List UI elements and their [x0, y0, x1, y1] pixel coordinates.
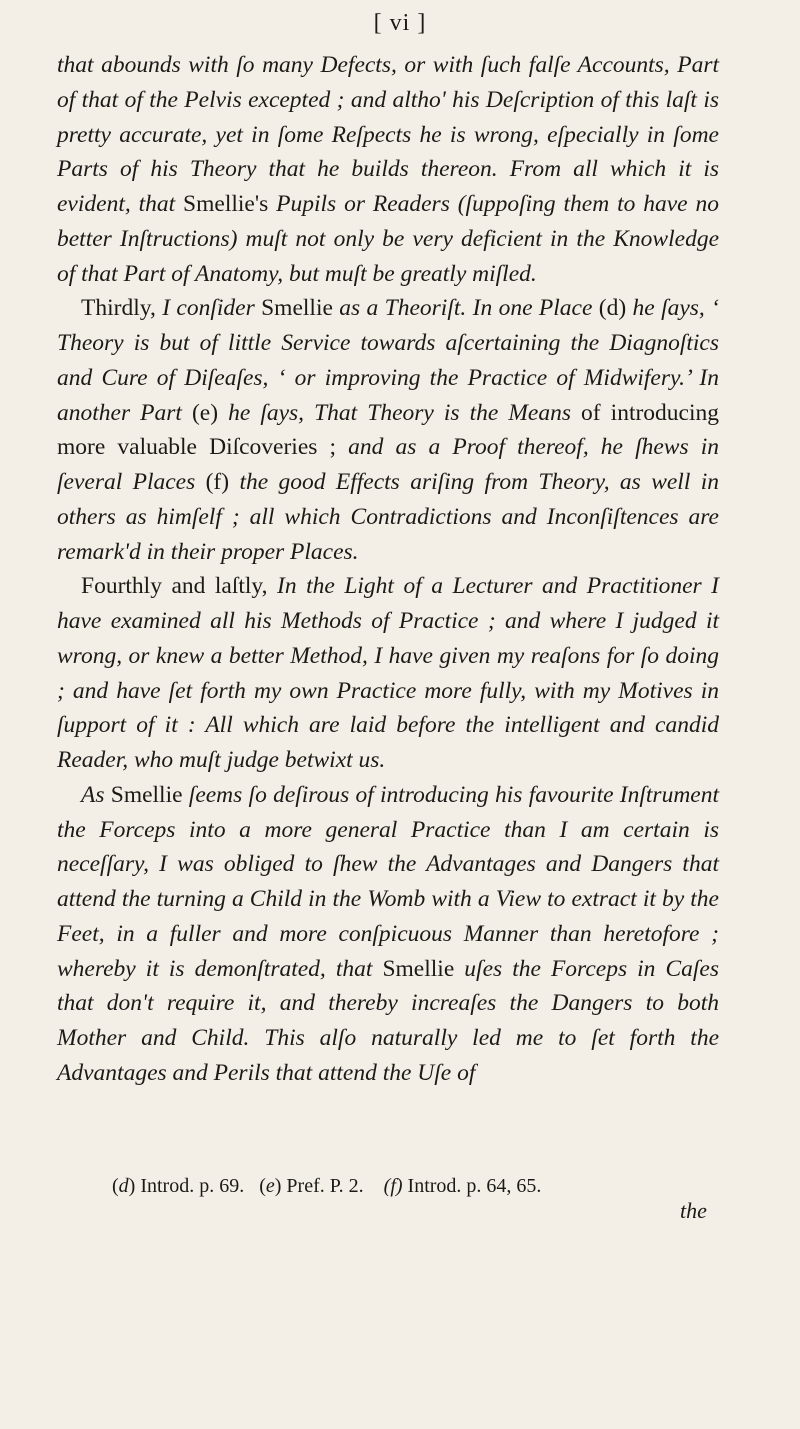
page-number: [ vi ]: [373, 10, 427, 36]
paragraph-1: that abounds with ſo many Defects, or with ſuch falſe Accounts, Part of that of the Pelvis excepted ; and altho' his Deſcription of this laſt is pretty accurate, yet in ſome Reſpects he is wrong, eſpecially in ſome Parts of his Theory that he builds thereon. From all which it is evident, that Smellie's Pupils or Readers (ſuppoſing them to have no better Inſtructions) muſt not only be very deficient in the Knowledge of that Part of Anatomy, but muſt be greatly miſled.: [57, 52, 719, 287]
paragraph-3: Fourthly and laſtly, In the Light of a Lecturer and Practitioner I have examined all his Methods of Practice ; and where I judged it wrong, or knew a better Method, I have given my reaſons for ſo doing ; and have ſet forth my own Practice more fully, with my Motives in ſupport of it : All which are laid before the intelligent and candid Reader, who muſt judge betwixt us.: [57, 573, 720, 773]
body-text: [57, 48, 719, 1091]
paragraph-2: Thirdly, I conſider Smellie as a Theoriſt. In one Place (d) he ſays, ‘ Theory is but of little Service towards aſcertaining the Diagnoſtics and Cure of Diſeaſes, ‘ or improving the Practice of Midwifery.’ In another Part (e) he ſays, That Theory is the Means of introducing more valuable Diſcoveries ; and as a Proof thereof, he ſhews in ſeveral Places (f) the good Effects ariſing from Theory, as well in others as himſelf ; all which Contradictions and Inconſiſtences are remark'd in their proper Places.: [57, 295, 720, 565]
catchword: the: [680, 1198, 707, 1223]
paragraph-4: As Smellie ſeems ſo deſirous of introducing his favourite Inſtrument the Forceps into a more general Practice than I am certain is neceſſary, I was obliged to ſhew the Advantages and Dangers that attend the turning a Child in the Womb with a View to extract it by the Feet, in a fuller and more conſpicuous Manner than heretofore ; whereby it is demonſtrated, that Smellie uſes the Forceps in Caſes that don't require it, and thereby increaſes the Dangers to both Mother and Child. This alſo naturally led me to ſet forth the Advantages and Perils that attend the Uſe of: [57, 781, 719, 1086]
footnotes: (d) Introd. p. 69. (e) Pref. P. 2. (f) Introd. p. 64, 65.: [112, 1175, 542, 1197]
